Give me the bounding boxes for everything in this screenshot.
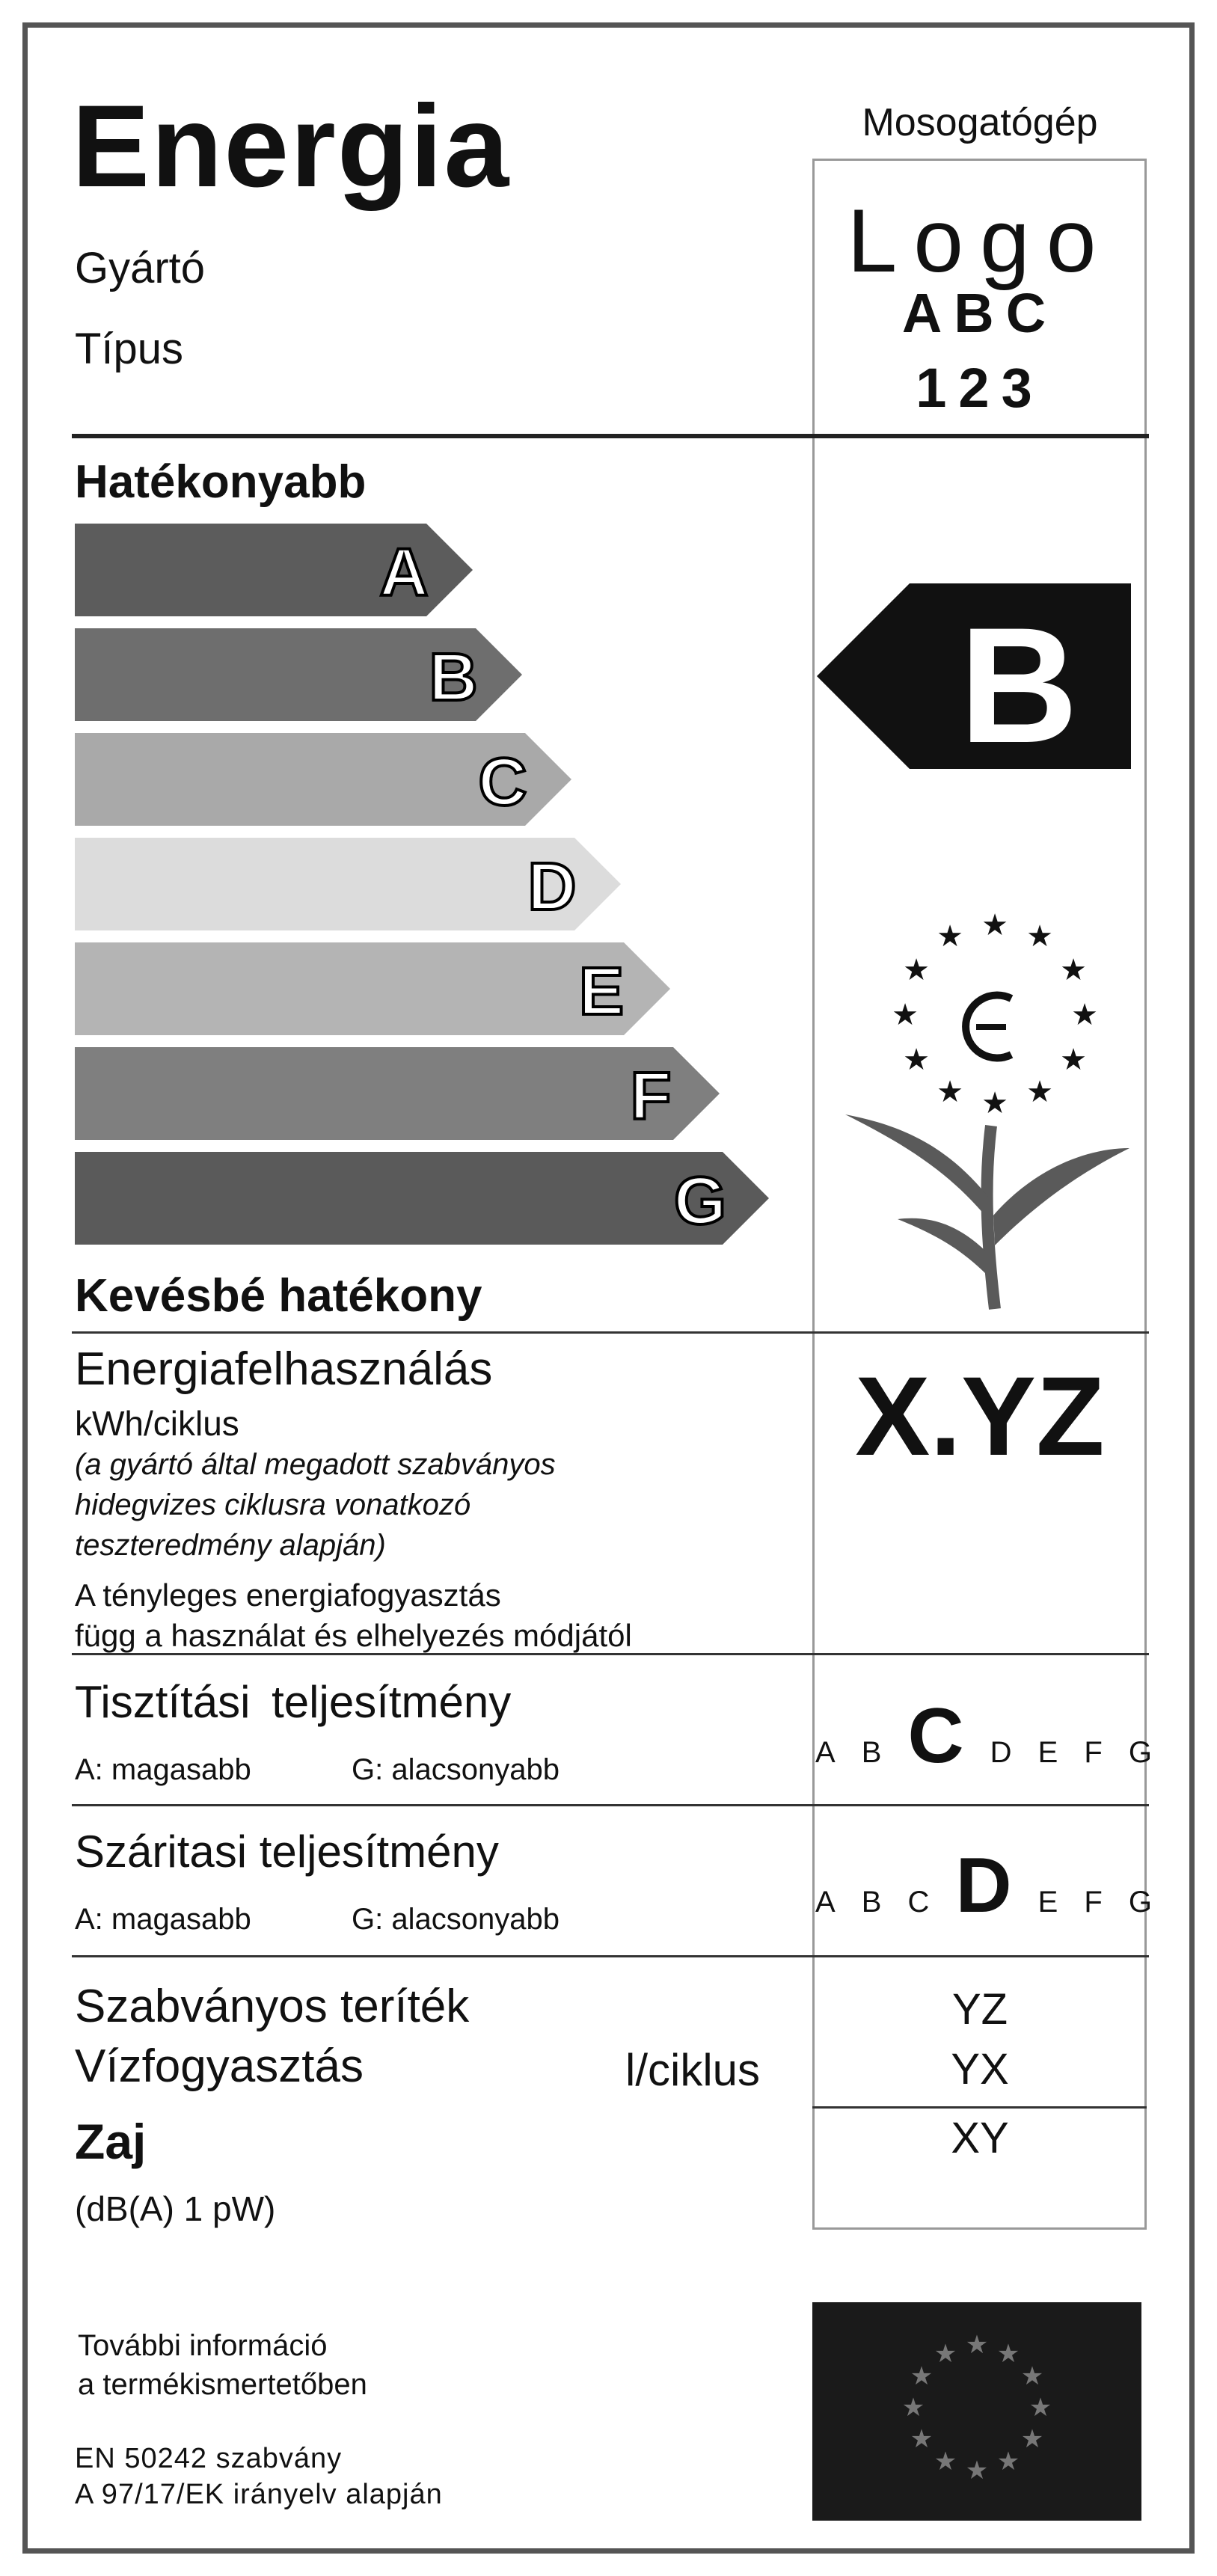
appliance-type: Mosogatógép <box>862 101 1098 144</box>
capacity-section-divider <box>72 1955 1149 1957</box>
efficiency-bar-d <box>75 838 621 930</box>
svg-text:★: ★ <box>1029 2393 1052 2423</box>
cleaning-scale-letter-a: A <box>815 1736 836 1769</box>
energy-section-divider <box>72 1331 1149 1334</box>
more-efficient-label: Hatékonyabb <box>75 456 367 508</box>
energy-unit: kWh/ciklus <box>75 1404 239 1443</box>
efficiency-bar-b <box>75 628 522 721</box>
efficiency-bar-letter-f: F <box>630 1059 672 1134</box>
svg-text:★: ★ <box>1020 2424 1044 2454</box>
svg-text:★: ★ <box>965 2456 989 2485</box>
info-line-2: a termékismertetőben <box>78 2368 367 2401</box>
energy-value: X.YZ <box>855 1353 1105 1479</box>
cleaning-scale-letter-e: E <box>1037 1736 1058 1769</box>
cleaning-title: Tisztítási teljesítmény <box>75 1677 512 1727</box>
efficiency-bar-letter-e: E <box>578 954 625 1029</box>
right-column-top-border <box>812 159 1147 161</box>
right-column-bottom-border <box>812 2227 1147 2230</box>
svg-text:★: ★ <box>1060 1043 1087 1077</box>
water-unit: l/ciklus <box>625 2045 761 2095</box>
manufacturer-label: Gyártó <box>75 244 206 292</box>
info-line-1: További információ <box>78 2329 328 2362</box>
eu-flower-emblem <box>838 901 1137 1320</box>
cleaning-class-scale <box>815 1692 1152 1779</box>
cleaning-scale-letter-b: B <box>861 1736 882 1769</box>
header-divider <box>72 434 1149 438</box>
energy-remark-line-1: A tényleges energiafogyasztás <box>75 1577 501 1613</box>
svg-text:★: ★ <box>903 953 930 987</box>
logo-line-2: ABC <box>901 282 1058 344</box>
svg-text:★: ★ <box>981 908 1008 942</box>
type-label: Típus <box>75 325 184 373</box>
svg-text:★: ★ <box>936 1075 963 1109</box>
place-settings-value: YZ <box>951 1985 1008 2034</box>
svg-text:★: ★ <box>965 2330 989 2360</box>
cleaning-high-label: A: magasabb <box>75 1753 251 1786</box>
svg-text:★: ★ <box>1071 998 1098 1032</box>
cleaning-low-label: G: alacsonyabb <box>352 1753 560 1786</box>
efficiency-bar-letter-g: G <box>673 1164 727 1239</box>
svg-text:★: ★ <box>934 2339 957 2369</box>
svg-text:★: ★ <box>1020 2361 1044 2391</box>
svg-text:★: ★ <box>936 919 963 954</box>
cleaning-scale-letter-c: C <box>907 1693 964 1779</box>
svg-text:★: ★ <box>910 2424 934 2454</box>
noise-title: Zaj <box>75 2114 147 2169</box>
svg-text:★: ★ <box>1026 919 1053 954</box>
less-efficient-label: Kevésbé hatékony <box>75 1270 482 1322</box>
drying-section-divider <box>72 1804 1149 1806</box>
energy-note-line-2: hidegvizes ciklusra vonatkozó <box>75 1488 471 1521</box>
logo-line-3: 123 <box>916 357 1044 419</box>
drying-scale-letter-c: C <box>907 1886 930 1919</box>
logo-text: Logo <box>847 191 1113 291</box>
efficiency-bar-shape-g <box>75 1152 769 1245</box>
water-consumption-value: YX <box>951 2045 1009 2094</box>
drying-scale-letter-e: E <box>1037 1886 1058 1919</box>
drying-scale-letter-b: B <box>861 1886 882 1919</box>
svg-text:★: ★ <box>996 2447 1020 2477</box>
standard-line-2: A 97/17/EK irányelv alapján <box>75 2479 443 2510</box>
cleaning-scale-letter-f: F <box>1084 1736 1103 1769</box>
efficiency-bar-letter-b: B <box>429 640 478 715</box>
drying-low-label: G: alacsonyabb <box>352 1903 560 1936</box>
efficiency-bar-shape-f <box>75 1047 720 1140</box>
cleaning-scale-letter-g: G <box>1128 1736 1152 1769</box>
standard-line-1: EN 50242 szabvány <box>75 2443 343 2474</box>
label-title: Energia <box>72 82 511 212</box>
cleaning-section-divider <box>72 1653 1149 1655</box>
efficiency-bar-e <box>75 942 670 1035</box>
efficiency-bar-letter-c: C <box>478 745 527 820</box>
noise-section-divider <box>812 2106 1147 2109</box>
svg-text:★: ★ <box>901 2393 925 2423</box>
rating-arrow <box>817 583 1131 769</box>
svg-text:★: ★ <box>910 2361 934 2391</box>
right-column-left-border <box>812 159 815 2229</box>
energy-note-line-3: teszteredmény alapján) <box>75 1529 386 1562</box>
efficiency-bar-f <box>75 1047 720 1140</box>
drying-scale-letter-a: A <box>815 1886 836 1919</box>
efficiency-bar-g <box>75 1152 769 1245</box>
svg-text:★: ★ <box>981 1086 1008 1120</box>
rating-arrow-letter: B <box>959 593 1079 769</box>
energy-remark-line-2: függ a használat és elhelyezés módjától <box>75 1618 632 1653</box>
cleaning-scale-letter-d: D <box>990 1736 1012 1769</box>
drying-scale-letter-g: G <box>1128 1886 1152 1919</box>
energy-note-line-1: (a gyártó által megadott szabványos <box>75 1448 556 1481</box>
svg-text:★: ★ <box>1060 953 1087 987</box>
svg-text:★: ★ <box>996 2339 1020 2369</box>
place-settings-label: Szabványos teríték <box>75 1981 470 2032</box>
efficiency-bar-a <box>75 524 473 616</box>
water-consumption-label: Vízfogyasztás <box>75 2040 364 2092</box>
efficiency-bar-letter-d: D <box>527 850 577 924</box>
efficiency-bar-letter-a: A <box>379 536 429 610</box>
noise-unit: (dB(A) 1 pW) <box>75 2189 276 2228</box>
drying-title: Száritasi teljesítmény <box>75 1827 499 1877</box>
eu-flag <box>812 2302 1141 2521</box>
drying-class-scale <box>815 1841 1152 1929</box>
drying-scale-letter-f: F <box>1084 1886 1103 1919</box>
noise-value: XY <box>951 2114 1009 2162</box>
svg-text:★: ★ <box>903 1043 930 1077</box>
svg-text:★: ★ <box>934 2447 957 2477</box>
svg-text:★: ★ <box>892 998 919 1032</box>
drying-scale-letter-d: D <box>955 1842 1012 1929</box>
energy-title: Energiafelhasználás <box>75 1343 493 1395</box>
efficiency-bar-c <box>75 733 571 826</box>
svg-text:★: ★ <box>1026 1075 1053 1109</box>
drying-high-label: A: magasabb <box>75 1903 251 1936</box>
